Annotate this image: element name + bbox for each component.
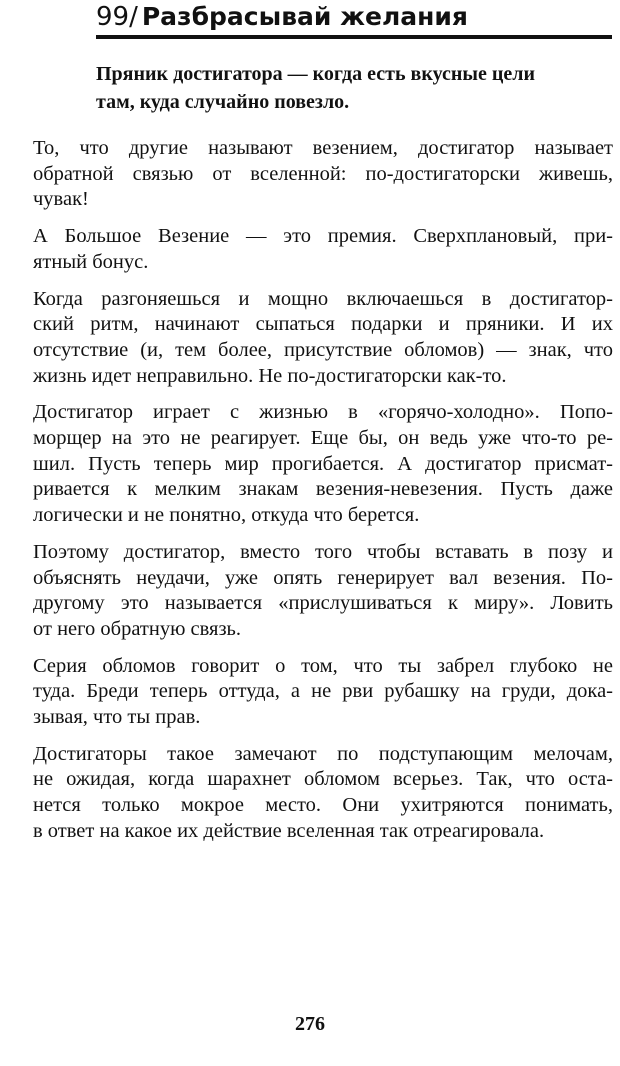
text-line: Достигаторы такое замечают по подступающим мелочам, <box>33 742 613 765</box>
paragraph <box>33 400 613 529</box>
text-line: шил. Пусть теперь мир прогибается. А достигатор присмат- <box>33 452 613 475</box>
text-line: ривается к мелким знакам везения-невезения. Пусть даже <box>33 478 613 501</box>
paragraph <box>33 224 613 275</box>
paragraph <box>33 136 613 213</box>
text-line: ятный бонус. <box>33 250 149 273</box>
paragraph <box>33 654 613 731</box>
chapter-title: Разбрасывай желания <box>141 2 468 31</box>
text-line: ский ритм, начинают сыпаться подарки и пряники. И их <box>33 313 613 336</box>
paragraph <box>33 540 613 643</box>
text-line: в ответ на какое их действие вселенная так отреагировала. <box>33 819 545 842</box>
text-line: Серия обломов говорит о том, что ты забрел глубоко не <box>33 654 613 677</box>
paragraph <box>33 742 613 845</box>
text-line: То, что другие называют везением, достигатор называет <box>33 137 613 159</box>
text-line: отсутствие (и, тем более, присутствие обломов) — знак, что <box>33 338 613 361</box>
text-line: от него обратную связь. <box>33 617 242 640</box>
text-line: А Большое Везение — это премия. Сверхплановый, при- <box>33 225 613 248</box>
text-line: не ожидая, когда шарахнет обломом всерьез. Так, что оста- <box>33 768 613 791</box>
header-rule <box>96 35 612 39</box>
text-line: зывая, что ты прав. <box>33 706 201 729</box>
text-line: обратной связью от вселенной: по-достигаторски живешь, <box>33 162 613 185</box>
lead-line: там, куда случайно повезло. <box>96 91 350 113</box>
text-line: Поэтому достигатор, вместо того чтобы вставать в позу и <box>33 540 613 563</box>
text-line: чувак! <box>33 188 89 211</box>
text-line: жизнь идет неправильно. Не по-достигаторски как-то. <box>33 364 507 387</box>
text-line: туда. Бреди теперь оттуда, а не рви рубашку на груди, дока- <box>33 680 613 703</box>
text-line: морщер на это не реагирует. Еще бы, он ведь уже что-то ре- <box>33 427 613 450</box>
chapter-number: 99/ <box>96 2 138 32</box>
running-header <box>96 0 612 34</box>
text-line: другому это называется «прислушиваться к миру». Ловить <box>33 592 613 615</box>
text-line: объяснять неудачи, уже опять генерирует вал везения. По- <box>33 566 613 589</box>
lead-line: Пряник достигатора — когда есть вкусные цели <box>96 63 535 85</box>
text-line: Достигатор играет с жизнью в «горячо-холодно». Попо- <box>33 401 613 424</box>
page-number: 276 <box>295 1013 325 1035</box>
text-line: Когда разгоняешься и мощно включаешься в достигатор- <box>33 287 613 310</box>
lead-statement <box>96 60 612 116</box>
body-text <box>33 136 613 856</box>
text-line: логически и не понятно, откуда что берется. <box>33 504 420 527</box>
paragraph <box>33 287 613 390</box>
text-line: нется только мокрое место. Они ухитряются понимать, <box>33 794 613 817</box>
